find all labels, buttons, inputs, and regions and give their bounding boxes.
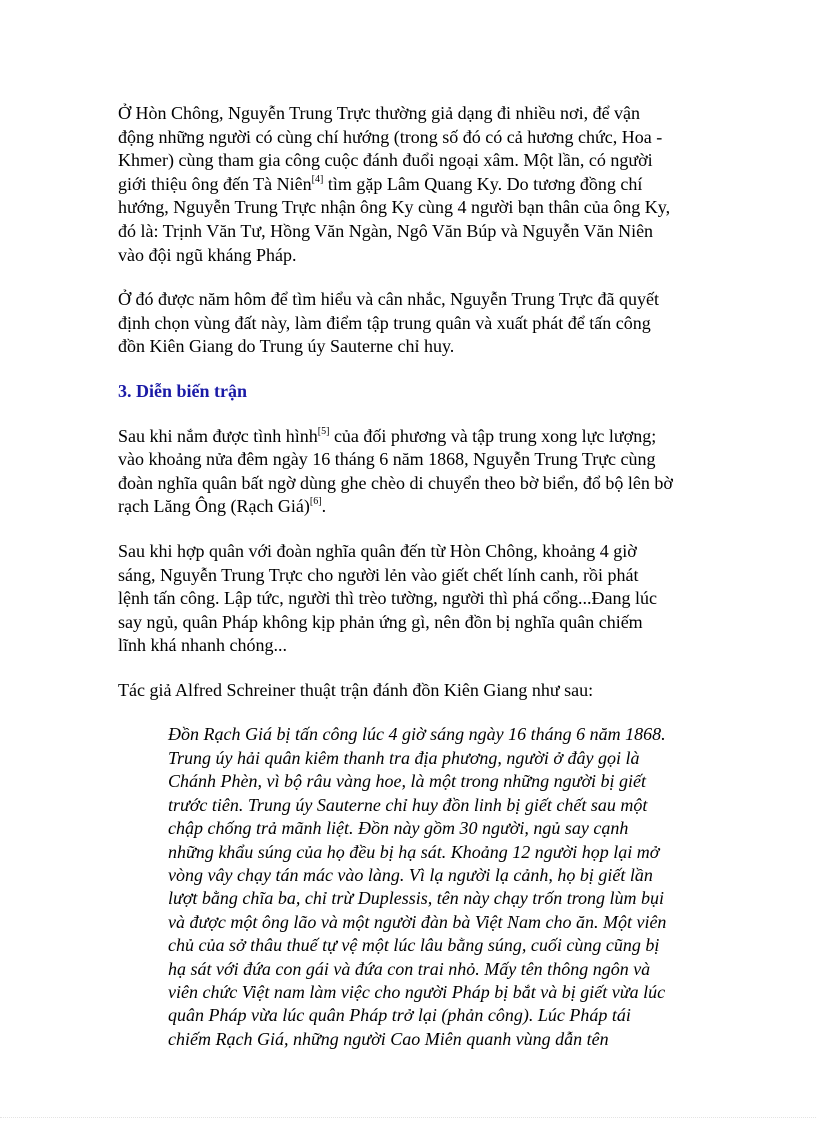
text-line: sáng, Nguyễn Trung Trực cho người lẻn vào giết chết lính canh, rồi phát [118,564,639,585]
text-line: hướng, Nguyễn Trung Trực nhận ông Ky cùng 4 người bạn thân của ông Ky, [118,197,671,218]
text-line: Khmer) cùng tham gia công cuộc đánh đuổi ngoại xâm. Một lần, có người [118,150,653,171]
text-segment: tìm gặp Lâm Quang Ky. Do tương đồng chí [323,173,643,194]
text-segment: . [321,496,327,517]
quote-line: chiếm Rạch Giá, những người Cao Miên quanh vùng dẫn tên [168,1028,609,1049]
text-line: vào khoảng nửa đêm ngày 16 tháng 6 năm 1868, Nguyễn Trung Trực cùng [118,449,656,470]
text-line: Ở Hòn Chông, Nguyễn Trung Trực thường giả dạng đi nhiều nơi, để vận [118,103,641,123]
paragraph-tac-gia [118,679,708,703]
text-segment: rạch Lăng Ông (Rạch Giá) [118,496,310,517]
text-segment: của đối phương và tập trung xong lực lượng; [329,425,657,446]
quote-line: Đồn Rạch Giá bị tấn công lúc 4 giờ sáng ngày 16 tháng 6 năm 1868. [168,724,666,745]
quote-line: Chánh Phèn, vì bộ râu vàng hoe, là một trong những người bị giết [168,771,647,792]
quote-line: quân Pháp vừa lúc quân Pháp trở lại (phản công). Lúc Pháp tái [168,1005,631,1026]
quote-line: trước tiên. Trung úy Sauterne chỉ huy đồn linh bị giết chết sau một [168,794,648,815]
text-line: động những người có cùng chí hướng (trong số đó có cả hương chức, Hoa - [118,126,663,147]
quote-line: chủ của sở thâu thuế tự vệ một lúc lâu bằng súng, cuối cùng cũng bị [168,935,660,956]
text-segment: giới thiệu ông đến Tà Niên [118,173,312,194]
text-line: đoàn nghĩa quân bất ngờ dùng ghe chèo di chuyển theo bờ biển, đổ bộ lên bờ [118,472,673,493]
quote-line: lượt bằng chĩa ba, chỉ trừ Duplessis, tên này chạy trốn trong lùm bụi [168,888,665,909]
page-bottom-divider [0,1117,816,1118]
footnote-ref-5[interactable]: [5] [317,425,330,437]
quote-line: và được một ông lão và một người đàn bà Việt Nam cho ăn. Một viên [168,911,667,932]
quote-line: Trung úy hải quân kiêm thanh tra địa phương, người ở đây gọi là [168,747,640,768]
paragraph-hon-chong [118,102,708,267]
document-page [118,102,708,1051]
text-line: đó là: Trịnh Văn Tư, Hồng Văn Ngàn, Ngô Văn Búp và Nguyễn Văn Niên [118,220,654,241]
text-line: vào đội ngũ kháng Pháp. [118,244,297,265]
paragraph-hop-quan [118,540,708,658]
paragraph-chon-vung-dat [118,288,708,359]
quote-line: viên chức Việt nam làm việc cho người Pháp bị bắt và bị giết vừa lúc [168,981,666,1002]
text-segment: Sau khi nắm được tình hình [118,425,318,446]
quote-line: những khẩu súng của họ đều bị hạ sát. Khoảng 12 người họp lại mở [168,841,660,862]
block-quote [168,723,708,1051]
paragraph-tinh-hinh [118,425,708,519]
text-line [118,425,708,449]
text-line: Ở đó được năm hôm để tìm hiểu và cân nhắc, Nguyễn Trung Trực đã quyết [118,289,659,310]
text-line: lĩnh khá nhanh chóng... [118,635,287,656]
footnote-ref-6[interactable]: [6] [309,496,322,508]
text-line: lệnh tấn công. Lập tức, người thì trèo tường, người thì phá cổng...Đang lúc [118,588,657,609]
quote-line: vòng vây chạy tán mác vào làng. Vì lạ người lạ cảnh, họ bị giết lần [168,864,653,885]
text-line: đồn Kiên Giang do Trung úy Sauterne chỉ huy. [118,336,455,357]
section-heading: 3. Diễn biến trận [118,380,248,401]
text-line [118,173,708,197]
text-line: say ngủ, quân Pháp không kịp phản ứng gì, nên đồn bị nghĩa quân chiếm [118,611,643,632]
text-line: Sau khi hợp quân với đoàn nghĩa quân đến từ Hòn Chông, khoảng 4 giờ [118,540,637,561]
text-line: định chọn vùng đất này, làm điểm tập trung quân và xuất phát để tấn công [118,312,651,333]
quote-line: hạ sát với đứa con gái và đứa con trai nhỏ. Mấy tên thông ngôn và [168,958,651,979]
text-line: Tác giả Alfred Schreiner thuật trận đánh đồn Kiên Giang như sau: [118,679,594,700]
text-line [118,495,708,519]
quote-line: chập chống trả mãnh liệt. Đồn này gồm 30 người, ngủ say cạnh [168,818,629,839]
footnote-ref-4[interactable]: [4] [311,173,324,185]
